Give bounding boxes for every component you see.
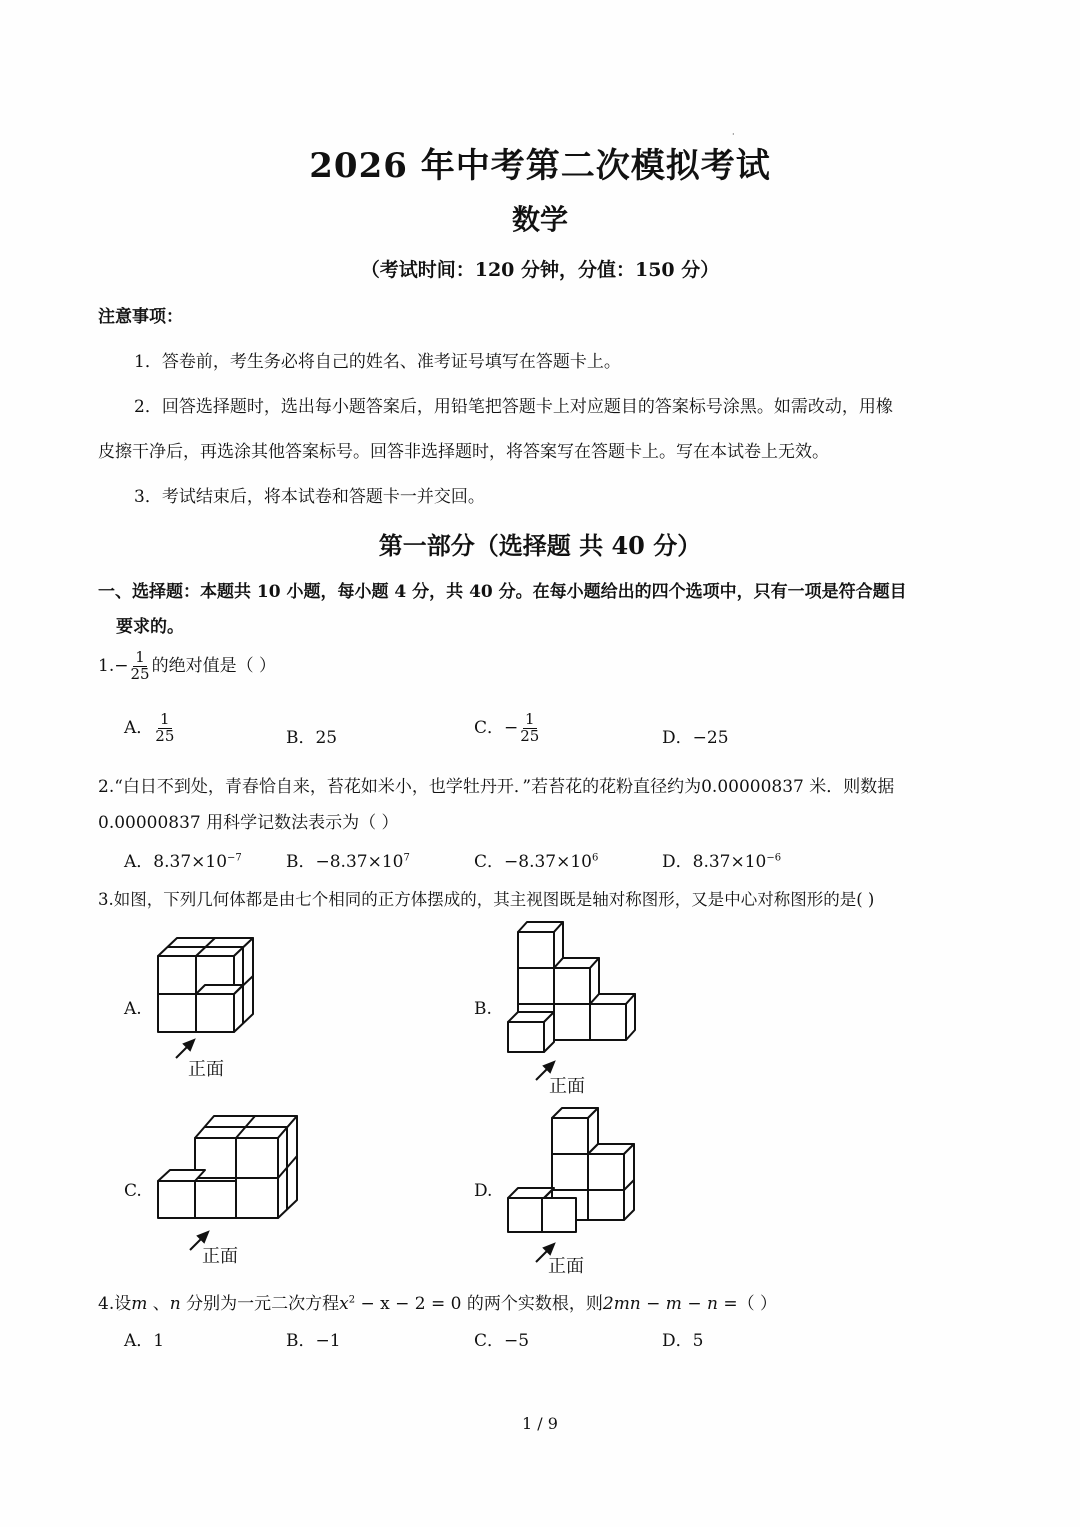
subject-title: 数学: [511, 203, 568, 236]
q4-p1: 4.设: [98, 1294, 132, 1314]
scan-dot: ·: [732, 130, 735, 139]
q3-label-b: B.: [474, 999, 492, 1019]
q2-b-label: B．: [286, 852, 316, 872]
q2-a-exp: −7: [227, 852, 242, 864]
question-4: [98, 1289, 777, 1314]
q2-d-base: 8.37×10: [692, 852, 767, 872]
q2-a-label: A．: [124, 852, 154, 872]
question-2-line-1: 2.“白日不到处，青春恰自来，苔花如米小，也学牡丹开．”若苔花的花粉直径约为0.00000837 米．则数据: [98, 777, 895, 797]
q2-d-label: D．: [662, 852, 693, 872]
q1-minus: −: [114, 655, 129, 676]
q4-x: x: [339, 1294, 349, 1314]
question-1: [98, 650, 276, 683]
q3-figure-d: [498, 1100, 643, 1275]
q3-label-d: D.: [474, 1181, 493, 1201]
q1-option-d: D．−25: [662, 728, 729, 748]
q2-d-exp: −6: [766, 852, 782, 864]
notice-heading: 注意事项：: [98, 307, 183, 327]
q4-n: n: [169, 1294, 181, 1314]
q1-prefix: 1.: [98, 655, 115, 676]
q4-option-b: B．−1: [286, 1331, 341, 1351]
q3-figure-a: [150, 930, 270, 1080]
q4-option-a: A．1: [124, 1331, 165, 1351]
q2-b-base: −8.37×10: [315, 852, 404, 872]
notice-item-3: 3．考试结束后，将本试卷和答题卡一并交回。: [134, 487, 485, 507]
q1-stem: 的绝对值是（ ）: [151, 655, 276, 676]
q1-option-c: [474, 712, 541, 745]
q2-a-base: 8.37×10: [153, 852, 228, 872]
q4-m: m: [131, 1294, 148, 1314]
q1-a-fraction: [153, 712, 176, 745]
notice-item-1: 1．答卷前，考生务必将自己的姓名、准考证号填写在答题卡上。: [134, 352, 621, 372]
question-3: 3.如图，下列几何体都是由七个相同的正方体摆成的，其主视图既是轴对称图形，又是中心对称图形的是( ): [98, 890, 875, 909]
exam-title: 2026 年中考第二次模拟考试: [309, 146, 771, 186]
q1-option-a: [124, 712, 176, 745]
q4-p4: − x − 2 = 0 的两个实数根，则: [355, 1294, 603, 1314]
q3-a-front-label: 正面: [188, 1059, 224, 1080]
q1-c-fraction: [518, 712, 541, 745]
q3-d-front-label: 正面: [548, 1256, 584, 1277]
q1-frac-den: 25: [130, 664, 150, 683]
section-one-line-1: 一、选择题：本题共 10 小题，每小题 4 分，共 40 分。在每小题给出的四个选项中，只有一项是符合题目: [98, 582, 907, 602]
exam-info: （考试时间：120 分钟，分值：150 分）: [360, 259, 720, 281]
q2-option-b: [286, 847, 410, 872]
q2-c-label: C．: [474, 852, 505, 872]
q2-option-d: [662, 847, 781, 872]
q4-option-c: C．−5: [474, 1331, 530, 1351]
q4-p5: =（ ）: [717, 1294, 777, 1314]
q1-c-label: C．: [474, 717, 505, 738]
q3-c-front-label: 正面: [202, 1246, 238, 1267]
q3-b-front-label: 正面: [549, 1076, 585, 1097]
q4-p3: 分别为一元二次方程: [180, 1294, 340, 1314]
page-number: 1 / 9: [522, 1414, 558, 1433]
q4-expr: 2mn − m − n: [602, 1294, 718, 1314]
q2-option-c: [474, 847, 598, 872]
q1-a-num: 1: [160, 710, 170, 728]
section-one-line-2: 要求的。: [116, 617, 184, 637]
q2-option-a: [124, 847, 242, 872]
q1-c-minus: −: [504, 717, 519, 738]
q1-fraction: [128, 650, 151, 683]
q2-b-exp: 7: [403, 852, 410, 864]
q1-option-b: B．25: [286, 728, 338, 748]
part-one-heading: 第一部分（选择题 共 40 分）: [378, 531, 702, 560]
q3-label-a: A.: [124, 999, 142, 1019]
q1-frac-num: 1: [135, 648, 145, 666]
q1-a-den: 25: [155, 726, 175, 745]
q3-label-c: C.: [124, 1181, 142, 1201]
q4-exp2: 2: [348, 1294, 356, 1306]
q1-a-label: A．: [124, 717, 154, 738]
question-2-line-2: 0.00000837 用科学记数法表示为（ ）: [98, 813, 399, 833]
notice-item-2-line-2: 皮擦干净后，再选涂其他答案标号。回答非选择题时，将答案写在答题卡上。写在本试卷上无效。: [98, 442, 829, 462]
q2-c-exp: 6: [592, 852, 599, 864]
q2-c-base: −8.37×10: [504, 852, 592, 872]
notice-item-2-line-1: 2．回答选择题时，选出每小题答案后，用铅笔把答题卡上对应题目的答案标号涂黑。如需改动，用橡: [134, 397, 893, 417]
q1-c-den: 25: [520, 726, 540, 745]
q1-c-num: 1: [525, 710, 535, 728]
q4-option-d: D．5: [662, 1331, 704, 1351]
q3-figure-c: [150, 1108, 305, 1268]
q4-p2: 、: [147, 1294, 170, 1314]
q3-figure-b: [500, 914, 645, 1097]
